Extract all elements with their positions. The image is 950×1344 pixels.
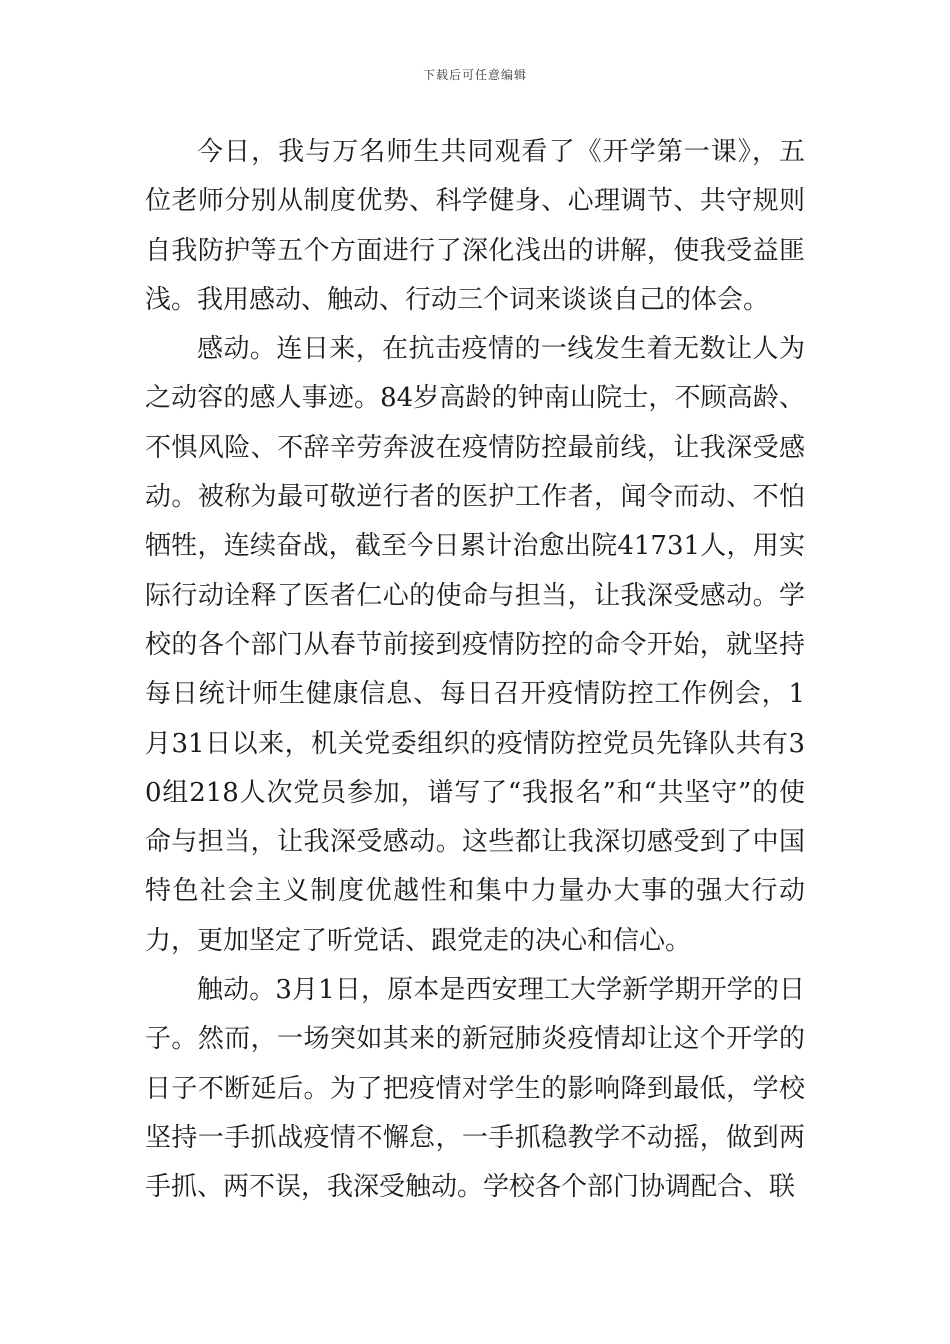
- document-body: [145, 128, 805, 1213]
- header-note: 下载后可任意编辑: [422, 68, 527, 82]
- paragraph-touched: 触动。3月1日，原本是西安理工大学新学期开学的日子。然而，一场突如其来的新冠肺炎疫情却让这个开学的日子不断延后。为了把疫情对学生的影响降到最低，学校坚持一手抓战疫情不懈怠，一手抓稳教学不动摇，做到两手抓、两不误，我深受触动。学校各个部门协调配合、联: [145, 975, 805, 1203]
- paragraph-moved: 感动。连日来，在抗击疫情的一线发生着无数让人为之动容的感人事迹。84岁高龄的钟南山院士，不顾高龄、不惧风险、不辞辛劳奔波在疫情防控最前线，让我深受感动。被称为最可敬逆行者的医护工作者，闻令而动、不怕牺牲，连续奋战，截至今日累计治愈出院41731人，用实际行动诠释了医者仁心的使命与担当，让我深受感动。学校的各个部门从春节前接到疫情防控的命令开始，就坚持每日统计师生健康信息、每日召开疫情防控工作例会，1月31日以来，机关党委组织的疫情防控党员先锋队共有30组218人次党员参加，谱写了“我报名”和“共坚守”的使命与担当，让我深受感动。这些都让我深切感受到了中国特色社会主义制度优越性和集中力量办大事的强大行动力，更加坚定了听党话、跟党走的决心和信心。: [145, 334, 805, 956]
- paragraph-intro: 今日，我与万名师生共同观看了《开学第一课》，五位老师分别从制度优势、科学健身、心理调节、共守规则自我防护等五个方面进行了深化浅出的讲解，使我受益匪浅。我用感动、触动、行动三个词来谈谈自己的体会。: [145, 137, 805, 315]
